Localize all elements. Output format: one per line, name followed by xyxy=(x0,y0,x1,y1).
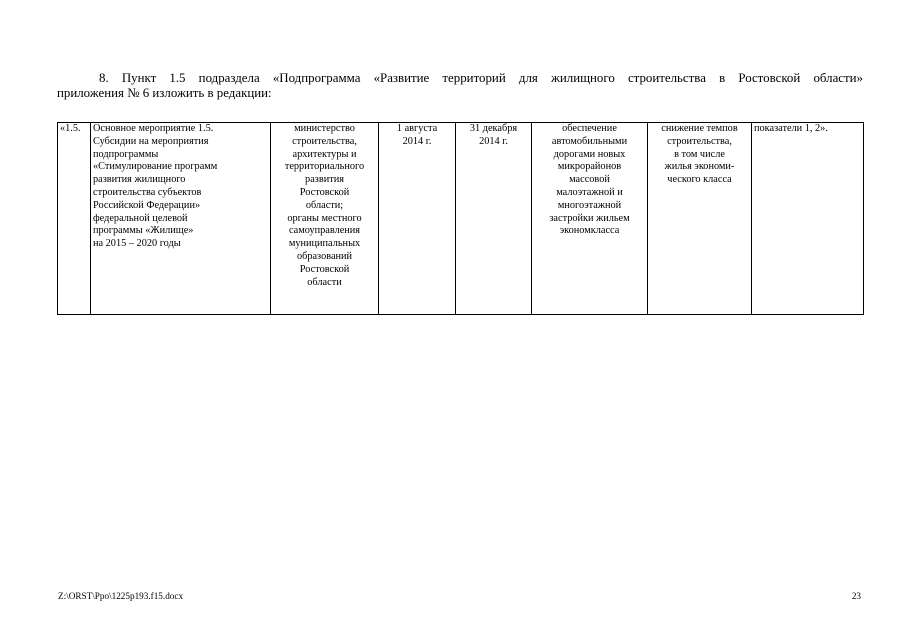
amendment-text-line-1: 8. Пункт 1.5 подраздела «Подпрограмма «Развитие территорий для жилищного строительства в Ростовской области» xyxy=(99,71,863,85)
end-date-cell: 31 декабря 2014 г. xyxy=(456,123,532,315)
indicators-link-cell: показатели 1, 2». xyxy=(752,123,864,315)
amendment-paragraph xyxy=(57,71,863,101)
event-name-cell: Основное мероприятие 1.5. Субсидии на мероприятия подпрограммы «Стимулирование программ развития жилищного строительства субъектов Российской Федерации» федеральной целевой программы «Жилище» на 2015 – 2020 годы xyxy=(91,123,271,315)
start-date-cell: 1 августа 2014 г. xyxy=(379,123,456,315)
consequence-cell: снижение темпов строительства, в том числе жилья экономи- ческого класса xyxy=(648,123,752,315)
amendment-text-line-2: приложения № 6 изложить в редакции: xyxy=(57,86,272,100)
program-table xyxy=(57,122,864,315)
executor-cell: министерство строительства, архитектуры и территориального развития Ростовской области; органы местного самоуправления муниципальных образований Ростовской области xyxy=(271,123,379,315)
table-row xyxy=(58,123,864,315)
footer-page-number: 23 xyxy=(851,591,861,601)
expected-result-cell: обеспечение автомобильными дорогами новых микрорайонов массовой малоэтажной и многоэтажной застройки жильем экономкласса xyxy=(532,123,648,315)
item-number-cell: «1.5. xyxy=(58,123,91,315)
footer-file-path: Z:\ORST\Ppo\1225p193.f15.docx xyxy=(58,591,184,601)
